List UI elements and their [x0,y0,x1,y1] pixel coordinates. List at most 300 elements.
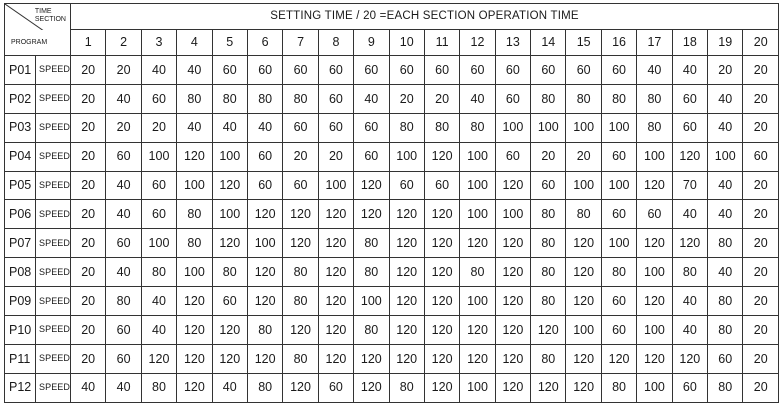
parameter-label: SPEED [36,229,71,258]
speed-value-cell: 80 [460,113,495,142]
table-row [5,200,779,229]
speed-value-cell: 80 [601,258,636,287]
program-label: P06 [5,200,36,229]
section-header-20: 20 [743,30,779,56]
speed-value-cell: 80 [283,344,318,373]
section-header-14: 14 [531,30,566,56]
program-label: P02 [5,84,36,113]
speed-value-cell: 20 [566,142,601,171]
speed-value-cell: 120 [495,373,530,402]
section-header-13: 13 [495,30,530,56]
speed-value-cell: 40 [708,258,743,287]
speed-value-cell: 60 [495,56,530,85]
parameter-label: SPEED [36,200,71,229]
speed-value-cell: 60 [672,113,707,142]
speed-value-cell: 120 [424,316,459,345]
speed-value-cell: 20 [71,84,106,113]
section-header-19: 19 [708,30,743,56]
speed-value-cell: 40 [177,56,212,85]
speed-value-cell: 60 [247,142,282,171]
speed-value-cell: 60 [495,84,530,113]
speed-value-cell: 120 [247,200,282,229]
speed-value-cell: 120 [495,316,530,345]
speed-value-cell: 80 [141,373,176,402]
speed-value-cell: 20 [743,229,779,258]
program-label: P10 [5,316,36,345]
section-header-7: 7 [283,30,318,56]
speed-value-cell: 60 [495,142,530,171]
speed-value-cell: 60 [318,373,353,402]
header-row-sections [5,30,779,56]
speed-value-cell: 80 [566,84,601,113]
speed-value-cell: 80 [460,258,495,287]
speed-value-cell: 100 [247,229,282,258]
speed-value-cell: 100 [637,373,672,402]
table-row [5,344,779,373]
speed-value-cell: 120 [672,142,707,171]
speed-value-cell: 120 [637,344,672,373]
speed-value-cell: 20 [141,113,176,142]
table-row [5,258,779,287]
speed-value-cell: 20 [743,171,779,200]
speed-value-cell: 100 [460,171,495,200]
speed-value-cell: 120 [318,344,353,373]
speed-value-cell: 60 [318,56,353,85]
section-header-15: 15 [566,30,601,56]
speed-value-cell: 120 [637,287,672,316]
speed-value-cell: 20 [71,229,106,258]
speed-value-cell: 100 [708,142,743,171]
speed-value-cell: 120 [566,373,601,402]
speed-value-cell: 20 [283,142,318,171]
speed-value-cell: 60 [247,171,282,200]
speed-value-cell: 120 [637,171,672,200]
speed-value-cell: 100 [460,287,495,316]
speed-value-cell: 80 [637,84,672,113]
speed-value-cell: 60 [637,200,672,229]
speed-value-cell: 100 [141,142,176,171]
speed-value-cell: 60 [106,344,141,373]
speed-value-cell: 40 [708,200,743,229]
speed-value-cell: 120 [566,229,601,258]
speed-value-cell: 120 [212,229,247,258]
speed-value-cell: 120 [354,373,389,402]
speed-value-cell: 80 [177,229,212,258]
section-header-10: 10 [389,30,424,56]
speed-value-cell: 120 [389,287,424,316]
speed-value-cell: 100 [141,229,176,258]
speed-value-cell: 60 [212,287,247,316]
speed-value-cell: 100 [495,113,530,142]
speed-value-cell: 20 [743,258,779,287]
parameter-label: SPEED [36,258,71,287]
parameter-label: SPEED [36,316,71,345]
speed-value-cell: 40 [460,84,495,113]
speed-value-cell: 60 [106,229,141,258]
speed-value-cell: 80 [141,258,176,287]
speed-value-cell: 120 [212,316,247,345]
speed-value-cell: 120 [177,142,212,171]
speed-value-cell: 120 [354,344,389,373]
speed-value-cell: 100 [318,171,353,200]
speed-value-cell: 120 [389,316,424,345]
speed-value-cell: 20 [708,56,743,85]
speed-value-cell: 100 [460,373,495,402]
speed-value-cell: 60 [141,200,176,229]
speed-value-cell: 120 [495,344,530,373]
speed-value-cell: 80 [531,287,566,316]
speed-value-cell: 40 [672,56,707,85]
header-row-title [5,4,779,30]
speed-value-cell: 80 [531,229,566,258]
speed-value-cell: 120 [283,229,318,258]
speed-value-cell: 120 [177,373,212,402]
speed-value-cell: 80 [177,84,212,113]
speed-value-cell: 100 [637,258,672,287]
section-header-9: 9 [354,30,389,56]
speed-value-cell: 100 [531,113,566,142]
speed-value-cell: 20 [318,142,353,171]
program-label: P08 [5,258,36,287]
speed-value-cell: 120 [318,258,353,287]
speed-value-cell: 120 [389,200,424,229]
speed-value-cell: 100 [601,171,636,200]
speed-value-cell: 60 [601,142,636,171]
program-label: P07 [5,229,36,258]
speed-value-cell: 120 [283,200,318,229]
speed-value-cell: 20 [743,287,779,316]
speed-value-cell: 20 [743,84,779,113]
speed-value-cell: 120 [424,344,459,373]
speed-value-cell: 80 [247,84,282,113]
speed-value-cell: 20 [71,344,106,373]
speed-value-cell: 60 [708,344,743,373]
speed-value-cell: 20 [743,113,779,142]
speed-value-cell: 80 [708,373,743,402]
speed-value-cell: 80 [566,200,601,229]
speed-value-cell: 60 [424,56,459,85]
speed-value-cell: 100 [601,113,636,142]
speed-value-cell: 120 [212,344,247,373]
speed-value-cell: 100 [177,171,212,200]
speed-value-cell: 40 [141,287,176,316]
speed-value-cell: 100 [460,200,495,229]
section-header-18: 18 [672,30,707,56]
speed-value-cell: 120 [177,287,212,316]
speed-value-cell: 60 [354,113,389,142]
speed-value-cell: 100 [637,142,672,171]
speed-value-cell: 40 [106,171,141,200]
speed-value-cell: 60 [283,56,318,85]
speed-value-cell: 80 [424,113,459,142]
speed-value-cell: 120 [601,344,636,373]
speed-value-cell: 60 [141,171,176,200]
program-speed-table [4,3,779,403]
section-header-8: 8 [318,30,353,56]
speed-value-cell: 40 [141,316,176,345]
speed-value-cell: 80 [212,258,247,287]
speed-value-cell: 40 [637,56,672,85]
speed-value-cell: 120 [424,373,459,402]
parameter-label: SPEED [36,287,71,316]
speed-value-cell: 40 [106,258,141,287]
speed-value-cell: 60 [283,171,318,200]
speed-value-cell: 40 [247,113,282,142]
section-header-16: 16 [601,30,636,56]
speed-value-cell: 60 [601,316,636,345]
section-header-17: 17 [637,30,672,56]
speed-value-cell: 120 [460,229,495,258]
speed-value-cell: 120 [318,229,353,258]
speed-value-cell: 120 [283,373,318,402]
speed-value-cell: 120 [389,258,424,287]
speed-value-cell: 80 [177,200,212,229]
speed-value-cell: 80 [283,258,318,287]
speed-value-cell: 60 [283,113,318,142]
parameter-label: SPEED [36,113,71,142]
corner-section-label: SECTION [34,16,66,23]
speed-value-cell: 80 [247,373,282,402]
speed-value-cell: 20 [71,200,106,229]
table-row [5,373,779,402]
section-header-1: 1 [71,30,106,56]
section-header-4: 4 [177,30,212,56]
speed-value-cell: 80 [106,287,141,316]
program-label: P03 [5,113,36,142]
speed-value-cell: 100 [637,316,672,345]
speed-value-cell: 20 [71,56,106,85]
speed-value-cell: 40 [212,373,247,402]
program-label: P12 [5,373,36,402]
speed-value-cell: 120 [424,200,459,229]
speed-value-cell: 80 [672,258,707,287]
section-header-6: 6 [247,30,282,56]
speed-value-cell: 80 [708,316,743,345]
speed-value-cell: 120 [283,316,318,345]
parameter-label: SPEED [36,171,71,200]
program-label: P11 [5,344,36,373]
speed-value-cell: 120 [460,316,495,345]
speed-value-cell: 20 [743,56,779,85]
table-row [5,56,779,85]
speed-value-cell: 120 [318,200,353,229]
speed-value-cell: 80 [354,229,389,258]
speed-value-cell: 120 [566,287,601,316]
speed-value-cell: 120 [247,258,282,287]
speed-value-cell: 20 [71,171,106,200]
speed-value-cell: 20 [743,316,779,345]
speed-value-cell: 100 [212,142,247,171]
speed-value-cell: 100 [566,316,601,345]
speed-value-cell: 20 [743,200,779,229]
speed-value-cell: 100 [566,113,601,142]
table-row [5,287,779,316]
speed-value-cell: 60 [672,373,707,402]
speed-value-cell: 120 [566,258,601,287]
speed-value-cell: 80 [283,84,318,113]
speed-value-cell: 120 [212,171,247,200]
speed-value-cell: 120 [389,229,424,258]
speed-value-cell: 60 [212,56,247,85]
speed-value-cell: 20 [424,84,459,113]
speed-value-cell: 100 [177,258,212,287]
speed-value-cell: 60 [354,142,389,171]
speed-value-cell: 120 [354,200,389,229]
speed-value-cell: 80 [531,84,566,113]
speed-value-cell: 20 [389,84,424,113]
corner-program-label: PROGRAM [5,30,71,56]
table-row [5,229,779,258]
speed-value-cell: 40 [672,316,707,345]
speed-value-cell: 120 [389,344,424,373]
speed-value-cell: 120 [672,344,707,373]
speed-value-cell: 80 [601,84,636,113]
corner-time-section-label [35,8,66,24]
speed-value-cell: 120 [247,287,282,316]
speed-value-cell: 120 [424,258,459,287]
speed-value-cell: 80 [247,316,282,345]
table-row [5,316,779,345]
speed-value-cell: 100 [389,142,424,171]
speed-value-cell: 20 [71,316,106,345]
speed-value-cell: 60 [601,56,636,85]
speed-value-cell: 20 [71,113,106,142]
speed-value-cell: 60 [389,56,424,85]
speed-value-cell: 60 [141,84,176,113]
speed-value-cell: 20 [71,287,106,316]
speed-value-cell: 60 [672,84,707,113]
program-label: P05 [5,171,36,200]
speed-value-cell: 120 [531,373,566,402]
speed-value-cell: 40 [354,84,389,113]
speed-value-cell: 80 [354,316,389,345]
table-row [5,142,779,171]
speed-value-cell: 80 [389,113,424,142]
parameter-label: SPEED [36,373,71,402]
speed-value-cell: 120 [424,287,459,316]
speed-value-cell: 80 [212,84,247,113]
speed-value-cell: 100 [212,200,247,229]
speed-value-cell: 120 [495,287,530,316]
program-label: P09 [5,287,36,316]
table-row [5,84,779,113]
corner-cell [5,4,71,30]
header-title: SETTING TIME / 20 =EACH SECTION OPERATION TIME [71,4,779,30]
speed-value-cell: 120 [495,229,530,258]
table-row [5,113,779,142]
speed-value-cell: 100 [460,142,495,171]
speed-value-cell: 40 [672,287,707,316]
speed-value-cell: 80 [354,258,389,287]
speed-value-cell: 80 [708,229,743,258]
speed-value-cell: 80 [389,373,424,402]
section-header-5: 5 [212,30,247,56]
speed-value-cell: 120 [566,344,601,373]
speed-value-cell: 120 [637,229,672,258]
speed-value-cell: 80 [531,200,566,229]
program-label: P04 [5,142,36,171]
speed-value-cell: 20 [106,56,141,85]
speed-value-cell: 60 [389,171,424,200]
speed-value-cell: 60 [460,56,495,85]
speed-value-cell: 80 [531,344,566,373]
program-label: P01 [5,56,36,85]
section-header-2: 2 [106,30,141,56]
speed-value-cell: 80 [637,113,672,142]
speed-value-cell: 60 [318,84,353,113]
speed-value-cell: 80 [708,287,743,316]
speed-value-cell: 40 [212,113,247,142]
speed-value-cell: 60 [106,316,141,345]
speed-value-cell: 120 [247,344,282,373]
speed-value-cell: 60 [424,171,459,200]
section-header-11: 11 [424,30,459,56]
section-header-3: 3 [141,30,176,56]
speed-value-cell: 120 [531,316,566,345]
speed-value-cell: 60 [743,142,779,171]
speed-value-cell: 60 [318,113,353,142]
speed-value-cell: 40 [708,171,743,200]
speed-value-cell: 20 [106,113,141,142]
parameter-label: SPEED [36,344,71,373]
speed-value-cell: 60 [531,56,566,85]
speed-value-cell: 60 [106,142,141,171]
speed-value-cell: 80 [531,258,566,287]
speed-value-cell: 20 [71,142,106,171]
speed-value-cell: 120 [354,171,389,200]
speed-value-cell: 100 [566,171,601,200]
speed-value-cell: 120 [672,229,707,258]
speed-value-cell: 120 [318,287,353,316]
speed-value-cell: 80 [283,287,318,316]
speed-value-cell: 60 [247,56,282,85]
speed-value-cell: 120 [495,258,530,287]
speed-value-cell: 100 [495,200,530,229]
speed-value-cell: 60 [601,287,636,316]
speed-value-cell: 40 [177,113,212,142]
speed-value-cell: 120 [495,171,530,200]
section-header-12: 12 [460,30,495,56]
speed-value-cell: 20 [743,344,779,373]
speed-value-cell: 20 [743,373,779,402]
speed-value-cell: 40 [672,200,707,229]
speed-value-cell: 120 [424,142,459,171]
speed-value-cell: 120 [141,344,176,373]
speed-value-cell: 40 [708,84,743,113]
speed-value-cell: 60 [566,56,601,85]
speed-value-cell: 120 [318,316,353,345]
speed-value-cell: 70 [672,171,707,200]
table-row [5,171,779,200]
corner-time-label: TIME [34,8,52,15]
speed-value-cell: 40 [106,200,141,229]
parameter-label: SPEED [36,142,71,171]
speed-value-cell: 120 [460,344,495,373]
speed-value-cell: 40 [71,373,106,402]
speed-value-cell: 120 [177,316,212,345]
speed-value-cell: 40 [106,84,141,113]
speed-value-cell: 60 [601,200,636,229]
speed-value-cell: 80 [601,373,636,402]
speed-value-cell: 40 [141,56,176,85]
speed-value-cell: 40 [106,373,141,402]
speed-value-cell: 60 [354,56,389,85]
speed-value-cell: 20 [531,142,566,171]
parameter-label: SPEED [36,56,71,85]
speed-value-cell: 120 [424,229,459,258]
speed-value-cell: 40 [708,113,743,142]
parameter-label: SPEED [36,84,71,113]
